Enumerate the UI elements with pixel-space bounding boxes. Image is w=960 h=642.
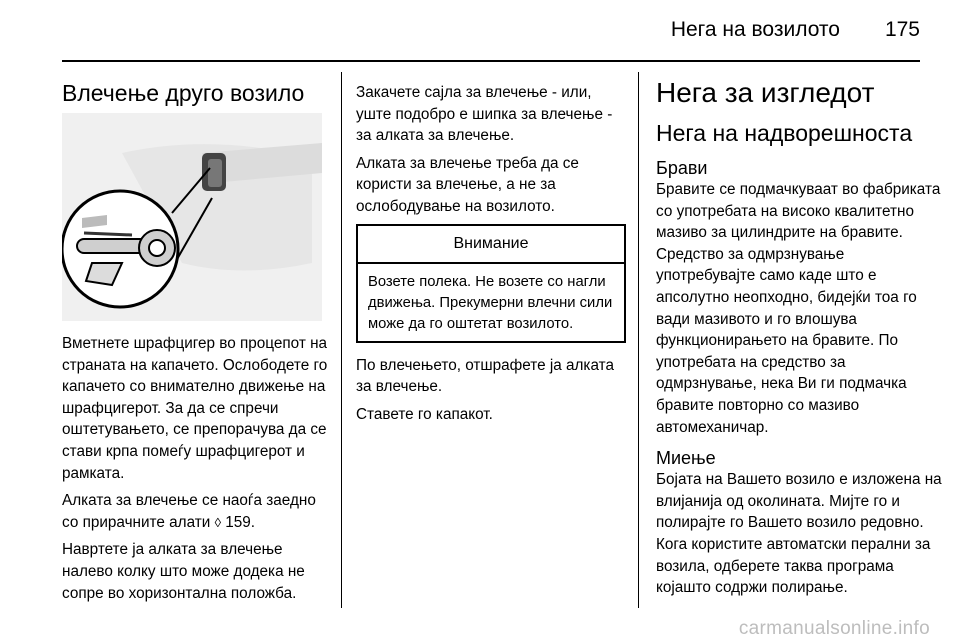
subsection-heading-locks: Брави <box>656 158 708 178</box>
subsection-heading-washing: Миење <box>656 448 716 469</box>
running-header-title: Нега на возилото <box>670 18 840 41</box>
page-reference-link[interactable]: 159. <box>225 513 256 531</box>
chapter-title: Нега за изгледот <box>656 77 875 108</box>
right-column <box>656 72 946 605</box>
paragraph-screw-eye: Навртете ја алката за влечење налево колку што може додека не сопре во хоризонтална положба. <box>62 541 305 602</box>
caution-text: Возете полека. Не возете со нагли движења. Прекумерни влечни сили може да го оштетат возилото. <box>368 273 613 332</box>
page-number: 175 <box>884 18 920 41</box>
towing-eye-illustration <box>62 113 322 321</box>
paragraph-locks: Бравите се подмачкуваат во фабриката со употребата на високо квалитетно мазиво за цилиндрите на бравите. Средство за одмрзнување употребувајте само каде што е апсолутно неопходно, бидејќи тоа го вади мазивото и го влошува функционирањето на бравите. По употребата на средство за одмрзнување, нека Ви ги подмачка бравите повторно со мазиво автомеханичар. <box>656 181 941 436</box>
left-column <box>62 72 326 108</box>
watermark: carmanualsonline.info <box>738 618 930 639</box>
paragraph-insert-screwdriver: Вметнете шрафцигер во процепот на страната на капачето. Ослободете го капачето со внимателно движење на шрафцигерот. За да се спречи оштетувањето, се препорачува да се стави крпа помеѓу шрафцигерот и рамката. <box>62 335 328 482</box>
left-column-text <box>62 333 334 610</box>
tools-reference-text: Алката за влечење се наоѓа заедно со прирачните алати <box>62 492 316 531</box>
paragraph-eye-usage: Алката за влечење треба да се користи за влечење, а не за ослободување на возилото. <box>356 154 579 215</box>
paragraph-tools-reference <box>62 490 334 533</box>
towing-eye-illustration-svg <box>62 113 322 321</box>
paragraph-after-towing: По влечењето, отшрафете ја алката за влечење. <box>356 356 614 396</box>
paragraph-washing: Бојата на Вашето возило е изложена на влијанија од околината. Мијте го и полирајте го Вашето возило редовно. Кога користите автоматски перални за возила, одберете таква програма којашто содржи полирање. <box>656 471 942 597</box>
page-reference-arrow-icon: ◊ <box>214 514 221 530</box>
middle-column <box>356 82 626 431</box>
section-heading-exterior: Нега на надворешноста <box>656 120 913 146</box>
caution-title: Внимание <box>358 226 624 264</box>
column-divider-right <box>638 72 639 608</box>
caution-box <box>356 224 626 343</box>
column-divider-left <box>341 72 342 608</box>
paragraph-replace-cap: Ставете го капакот. <box>356 405 493 423</box>
section-heading-towing: Влечење друго возило <box>62 80 305 106</box>
header-rule <box>62 60 920 62</box>
paragraph-attach-rope: Закачете сајла за влечење - или, уште подобро е шипка за влечење - за алката за влечење. <box>356 84 613 145</box>
